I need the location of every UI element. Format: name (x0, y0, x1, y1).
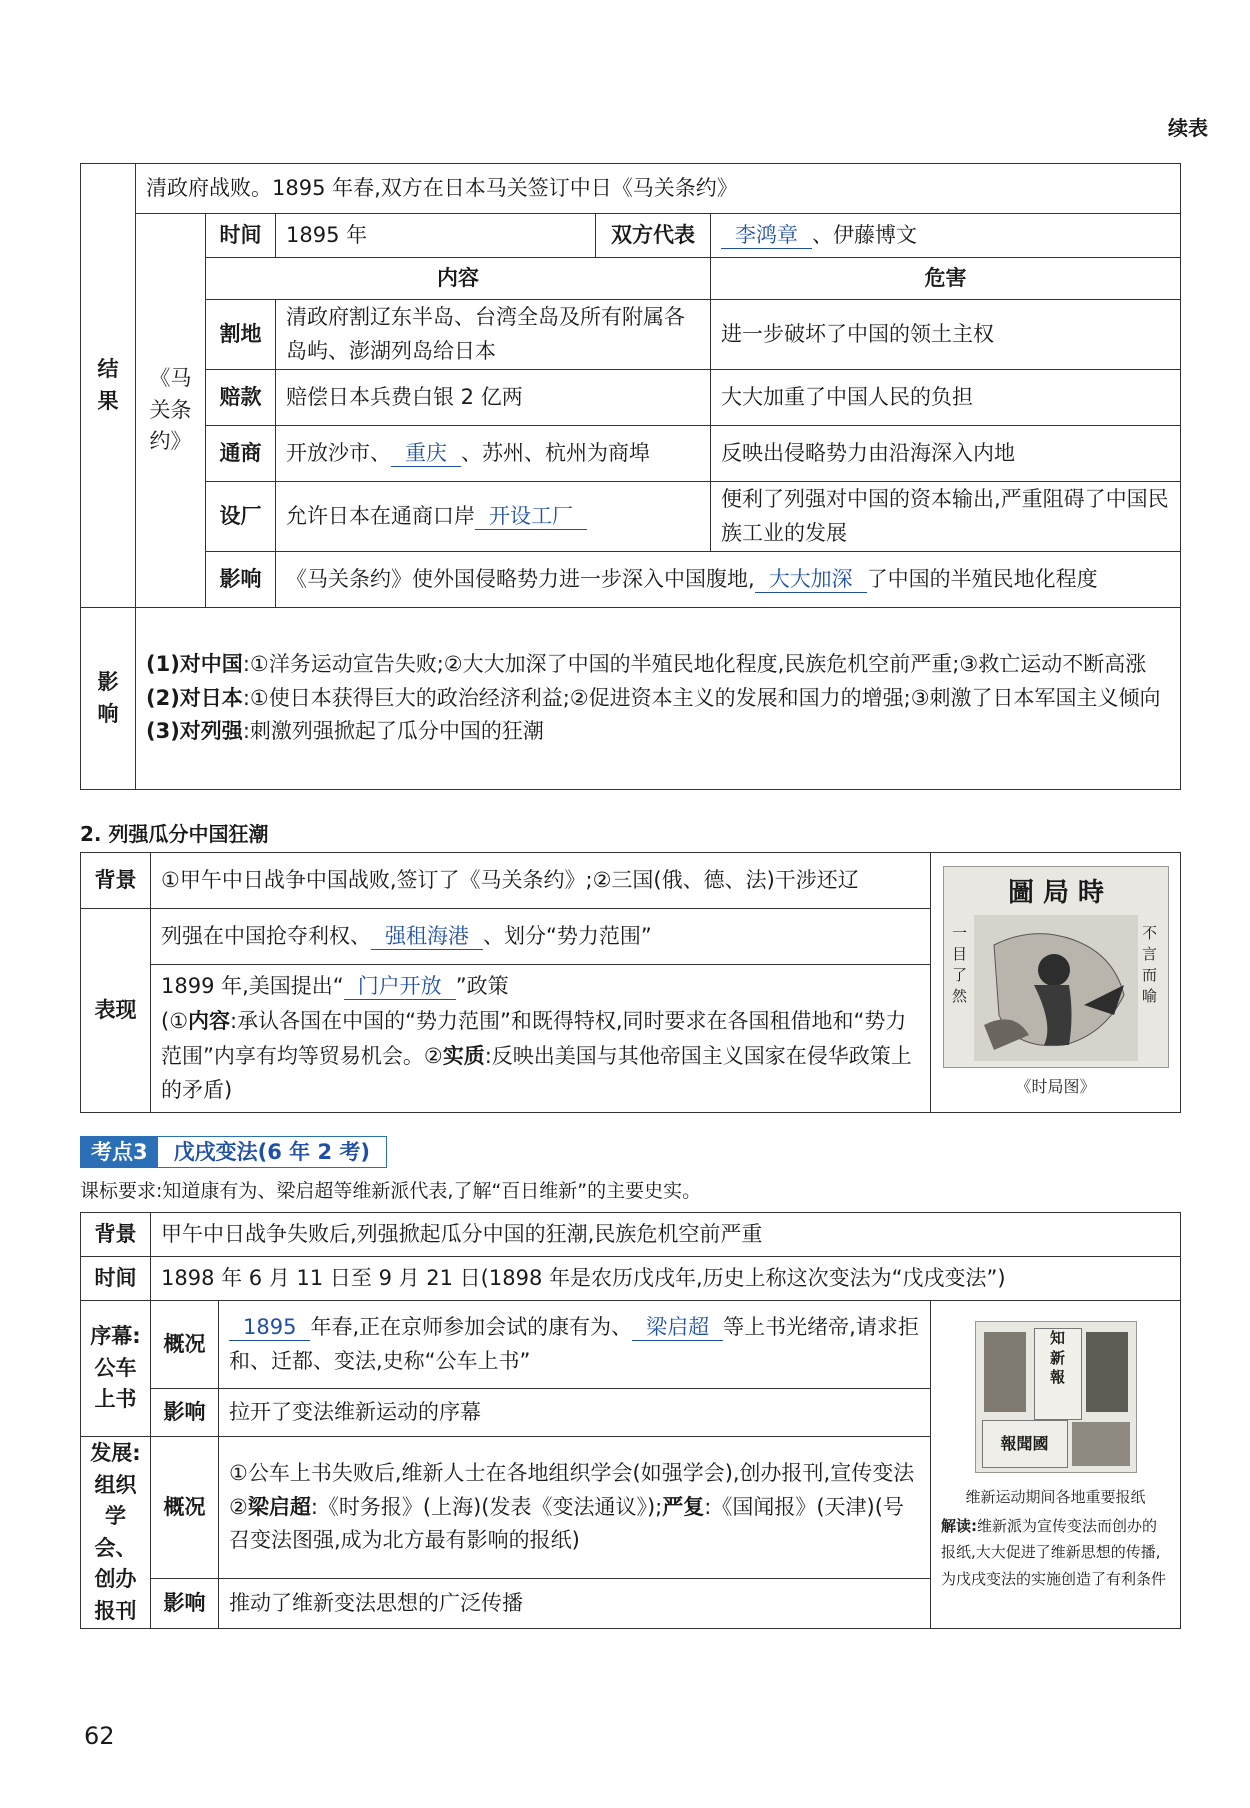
xumu-effect: 拉开了变法维新运动的序幕 (219, 1389, 931, 1437)
reform-table (80, 1212, 1181, 1629)
text: :《时务报》(上海)(发表《变法通议》); (310, 1494, 663, 1519)
k3-time-text: 1898 年 6 月 11 日至 9 月 21 日(1898 年是农历戊戌年,历史上称这次变法为“戊戌变法”) (151, 1257, 1181, 1301)
row-harm: 便利了列强对中国的资本输出,严重阻碍了中国民族工业的发展 (711, 482, 1181, 552)
shijutu-image (943, 866, 1169, 1068)
row-harm: 大大加重了中国人民的负担 (711, 370, 1181, 426)
partition-table (80, 852, 1181, 1113)
bg-label: 背景 (81, 853, 151, 909)
impact-text: :刺激列强掀起了瓜分中国的狂潮 (242, 719, 544, 744)
impact-head: (1)对中国 (146, 652, 243, 677)
text: 了中国的半殖民地化程度 (866, 566, 1098, 591)
answer-1895: 1895 (229, 1314, 310, 1341)
text: 允许日本在通商口岸 (286, 503, 475, 528)
row-label: 设厂 (206, 482, 276, 552)
impact-text: :①洋务运动宣告失败;②大大加深了中国的半殖民地化程度,民族危机空前严重;③救亡运动不断高涨 (242, 652, 1147, 677)
text: 列强在中国抢夺利权、 (161, 923, 371, 948)
gaikuang-label: 概况 (151, 1437, 219, 1579)
shijutu-left-text: 一 目 了 然 (952, 923, 968, 1005)
newspaper-caption: 维新运动期间各地重要报纸 (965, 1488, 1146, 1506)
rep-answer: 李鸿章 (721, 222, 812, 249)
text: :《国闻报》(天津)(号召变法图强,成为北方最有影响的报纸) (229, 1494, 904, 1553)
text-bold: 实质 (442, 1043, 485, 1068)
requirement-text: 课标要求:知道康有为、梁启超等维新派代表,了解“百日维新”的主要史实。 (80, 1180, 702, 1202)
newspaper-note (941, 1513, 1170, 1592)
answer-chongqing: 重庆 (391, 440, 461, 467)
text: 、划分“势力范围” (483, 923, 652, 948)
paper-shape (984, 1332, 1026, 1412)
impact-item (146, 648, 1170, 682)
kaodian-tag: 考点3 (81, 1137, 158, 1167)
impact-head: (3)对列强 (146, 719, 243, 744)
intro-text: 清政府战败。1895 年春,双方在日本马关签订中日《马关条约》 (136, 164, 1181, 214)
continued-label: 续表 (1168, 116, 1208, 140)
bx-row-2 (151, 965, 931, 1113)
row-content (276, 482, 711, 552)
paper-shape (1086, 1332, 1128, 1412)
answer-open-door: 门户开放 (344, 973, 456, 1000)
shijutu-side-text: 不 言 而 喻 (1142, 923, 1158, 1005)
bg-text: ①甲午中日战争中国战败,签订了《马关条约》;②三国(俄、德、法)干涉还辽 (151, 853, 931, 909)
rep-other: 、伊藤博文 (812, 222, 917, 247)
impact-text: :①使日本获得巨大的政治经济利益;②促进资本主义的发展和国力的增强;③刺激了日本军国主义倾向 (242, 685, 1161, 710)
bx-label: 表现 (81, 909, 151, 1113)
note-label: 解读: (941, 1517, 977, 1535)
row-harm: 反映出侵略势力由沿海深入内地 (711, 426, 1181, 482)
fazhan-line-2 (229, 1491, 920, 1558)
k3-bg-text: 甲午中日战争失败后,列强掀起瓜分中国的狂潮,民族危机空前严重 (151, 1213, 1181, 1257)
paper-guowenbao: 報聞國 (982, 1420, 1068, 1468)
answer-lease-ports: 强租海港 (371, 923, 483, 950)
result-label: 结 果 (81, 164, 136, 608)
k3-time-label: 时间 (81, 1257, 151, 1301)
paper-shape (1072, 1422, 1130, 1466)
row-content (276, 552, 1181, 608)
row-label: 赔款 (206, 370, 276, 426)
row-label: 通商 (206, 426, 276, 482)
shijutu-cell (931, 853, 1181, 1113)
impact-item (146, 715, 1170, 749)
note-text: 维新派为宣传变法而创办的报纸,大大促进了维新思想的传播,为戊戌变法的实施创造了有利条件 (941, 1517, 1167, 1588)
row-label: 影响 (206, 552, 276, 608)
open-door-detail (161, 1004, 920, 1108)
text: :反映出美国与其他帝国主义国家在侵华政策上的矛盾) (161, 1043, 912, 1103)
time-label: 时间 (206, 214, 276, 258)
kaodian-title: 戊戌变法(6 年 2 考) (173, 1140, 370, 1164)
text: 等上书光绪帝,请求拒和、迁都、变法,史称“公车上书” (229, 1314, 919, 1373)
kaodian-header (80, 1136, 387, 1168)
text: (① (161, 1008, 189, 1033)
page-number: 62 (84, 1722, 115, 1750)
treaty-label: 《马 关条 约》 (136, 214, 206, 608)
impact-head: (2)对日本 (146, 685, 243, 710)
text-bold: 梁启超 (247, 1494, 311, 1519)
newspaper-cell (931, 1301, 1181, 1629)
fazhan-line-1: ①公车上书失败后,维新人士在各地组织学会(如强学会),创办报刊,宣传变法 (229, 1461, 915, 1486)
paper-zhixinbao: 知 新 報 (1034, 1328, 1082, 1420)
fazhan-label: 发展: 组织 学会、 创办 报刊 (81, 1437, 151, 1629)
answer-deepen: 大大加深 (755, 566, 867, 593)
text: 《马关条约》使外国侵略势力进一步深入中国腹地, (286, 566, 755, 591)
text-bold: 内容 (188, 1008, 231, 1033)
text: 、苏州、杭州为商埠 (461, 440, 650, 465)
open-door-line (161, 969, 920, 1004)
text-bold: 严复 (662, 1494, 705, 1519)
xumu-content (219, 1301, 931, 1389)
reps-label: 双方代表 (596, 214, 711, 258)
text: ② (229, 1494, 248, 1519)
impact-content (136, 608, 1181, 790)
shijutu-map-drawing (974, 915, 1138, 1061)
xumu-label: 序幕: 公车 上书 (81, 1301, 151, 1437)
yingxiang-label: 影响 (151, 1579, 219, 1629)
shijutu-title: 圖 局 時 (1007, 877, 1105, 908)
row-content: 清政府割辽东半岛、台湾全岛及所有附属各岛屿、澎湖列岛给日本 (276, 300, 711, 370)
newspaper-image (975, 1321, 1137, 1473)
impact-item (146, 682, 1170, 716)
row-harm: 进一步破坏了中国的领土主权 (711, 300, 1181, 370)
treaty-table (80, 163, 1181, 790)
row-label: 割地 (206, 300, 276, 370)
answer-liang: 梁启超 (632, 1314, 723, 1341)
yingxiang-label: 影响 (151, 1389, 219, 1437)
bx-row-1 (151, 909, 931, 965)
text: ”政策 (455, 974, 509, 999)
section-2-title: 2. 列强瓜分中国狂潮 (80, 822, 269, 846)
impact-label: 影 响 (81, 608, 136, 790)
row-content: 赔偿日本兵费白银 2 亿两 (276, 370, 711, 426)
text: 开放沙市、 (286, 440, 391, 465)
shijutu-caption: 《时局图》 (1015, 1076, 1096, 1096)
reps-value (711, 214, 1181, 258)
fazhan-content (219, 1437, 931, 1579)
text: :承认各国在中国的“势力范围”和既得特权,同时要求在各国租借地和“势力范围”内享有均等贸易机会。② (161, 1008, 907, 1068)
answer-factory: 开设工厂 (475, 503, 587, 530)
k3-bg-label: 背景 (81, 1213, 151, 1257)
time-value: 1895 年 (276, 214, 596, 258)
text: 年春,正在京师参加会试的康有为、 (310, 1314, 633, 1339)
content-header: 内容 (206, 258, 711, 300)
text: 1899 年,美国提出“ (161, 974, 344, 999)
row-content (276, 426, 711, 482)
harm-header: 危害 (711, 258, 1181, 300)
gaikuang-label: 概况 (151, 1301, 219, 1389)
fazhan-effect: 推动了维新变法思想的广泛传播 (219, 1579, 931, 1629)
